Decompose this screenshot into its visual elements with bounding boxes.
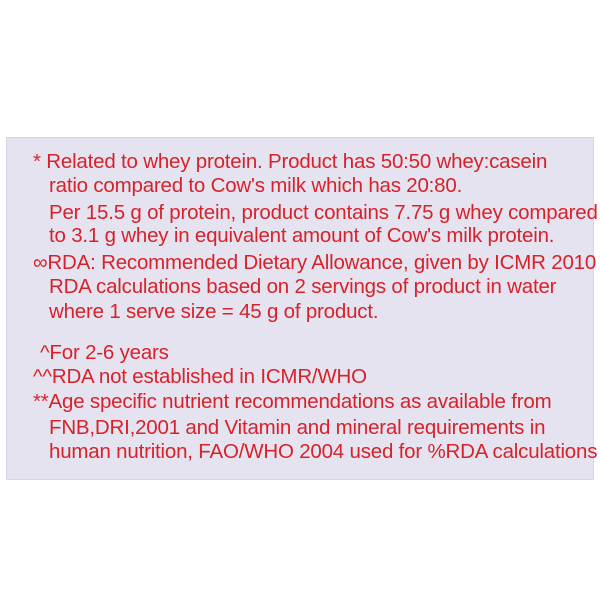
footnote-line-6: RDA calculations based on 2 servings of product in water (49, 275, 557, 298)
footnote-line-8: ^For 2-6 years (40, 341, 169, 364)
footnote-line-5: ∞RDA: Recommended Dietary Allowance, given by ICMR 2010 (33, 251, 597, 274)
footnote-line-3: Per 15.5 g of protein, product contains 7.75 g whey compared (49, 201, 598, 224)
footnote-line-12: human nutrition, FAO/WHO 2004 used for %RDA calculations (49, 440, 598, 463)
footnote-line-11: FNB,DRI,2001 and Vitamin and mineral requirements in (49, 416, 546, 439)
footnote-panel (6, 137, 598, 480)
footnote-line-9: ^^RDA not established in ICMR/WHO (33, 365, 367, 388)
footnote-line-2: ratio compared to Cow's milk which has 20:80. (49, 174, 463, 197)
footnote-line-1: * Related to whey protein. Product has 50:50 whey:casein (33, 150, 548, 173)
footnote-line-4: to 3.1 g whey in equivalent amount of Cow's milk protein. (49, 224, 555, 247)
footnote-line-7: where 1 serve size = 45 g of product. (49, 300, 379, 323)
footnote-line-10: **Age specific nutrient recommendations as available from (33, 390, 552, 413)
